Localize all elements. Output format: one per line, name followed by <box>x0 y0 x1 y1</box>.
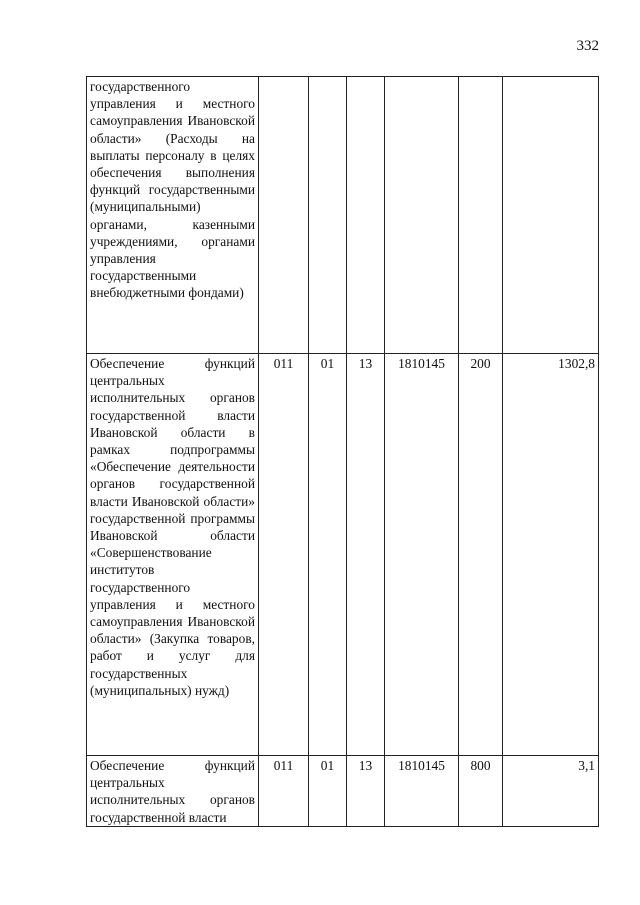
ministry-code: 011 <box>259 354 309 756</box>
subsection-code: 13 <box>347 756 385 827</box>
target-article-code: 1810145 <box>385 756 459 827</box>
row-description: государственного управления и местного самоуправления Ивановской области» (Расходы на выплаты персоналу в целях обеспечения выполнения функций государственными (муниципальными) органами, казенными учреждениями, органами управления государственными внебюджетными фондами) <box>87 77 259 354</box>
expense-type-code: 200 <box>459 354 503 756</box>
ministry-code <box>259 77 309 354</box>
amount <box>503 77 599 354</box>
section-code <box>309 77 347 354</box>
expense-type-code: 800 <box>459 756 503 827</box>
section-code: 01 <box>309 354 347 756</box>
expense-type-code <box>459 77 503 354</box>
target-article-code: 1810145 <box>385 354 459 756</box>
page-number: 332 <box>576 38 599 54</box>
amount: 1302,8 <box>503 354 599 756</box>
section-code: 01 <box>309 756 347 827</box>
table-row <box>87 354 599 756</box>
subsection-code <box>347 77 385 354</box>
subsection-code: 13 <box>347 354 385 756</box>
row-description: Обеспечение функций центральных исполнительных органов государственной власти Ивановской области в рамках подпрограммы «Обеспечение деятельности органов государственной власти Ивановской области» государственной программы Ивановской области «Совершенствование институтов государственного управления и местного самоуправления Ивановской области» (Закупка товаров, работ и услуг для государственных (муниципальных) нужд) <box>87 354 259 756</box>
budget-table <box>86 76 599 827</box>
target-article-code <box>385 77 459 354</box>
table-row <box>87 756 599 827</box>
amount: 3,1 <box>503 756 599 827</box>
row-description: Обеспечение функций центральных исполнительных органов государственной власти <box>87 756 259 827</box>
ministry-code: 011 <box>259 756 309 827</box>
table-row <box>87 77 599 354</box>
